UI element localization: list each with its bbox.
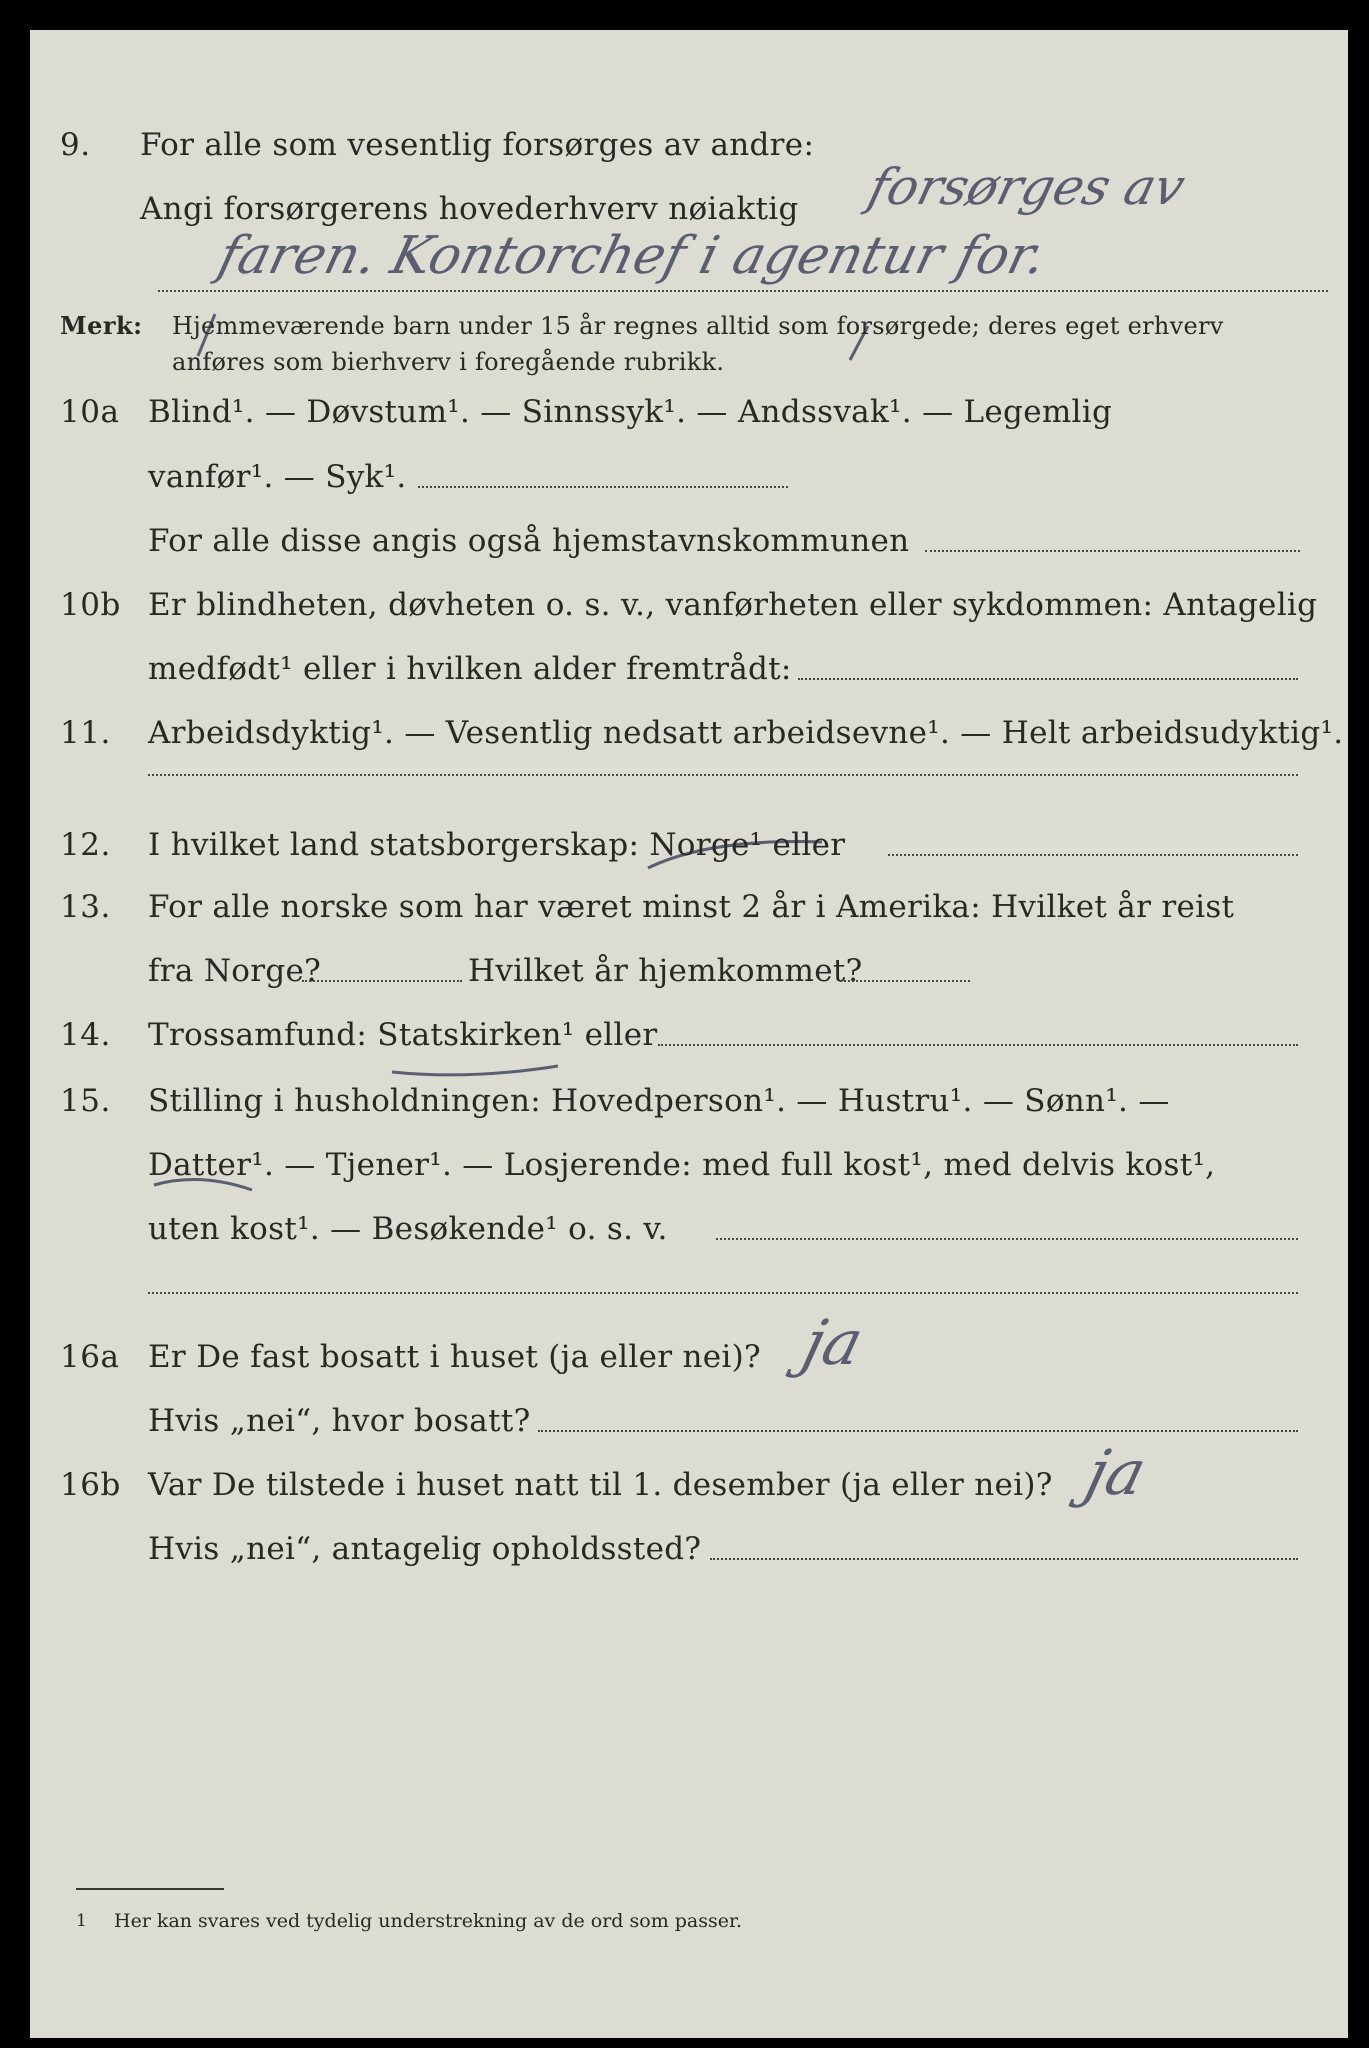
q10b-number: 10b xyxy=(60,587,121,623)
merk-label: Merk: xyxy=(60,311,143,340)
q12-answer-line xyxy=(888,854,1298,856)
q16a-followup: Hvis „nei“, hvor bosatt? xyxy=(148,1403,531,1439)
q16b-row-2 xyxy=(30,1524,1348,1574)
q13-number: 13. xyxy=(60,889,111,925)
footnote-text: Her kan svares ved tydelig understrekning av de ord som passer. xyxy=(114,1910,743,1932)
q16b-question: Var De tilstede i huset natt til 1. desember (ja eller nei)? xyxy=(148,1467,1053,1503)
q14-question: Trossamfund: Statskirken¹ eller xyxy=(148,1017,658,1053)
merk-row-2 xyxy=(30,338,1348,388)
q10a-home-municipality: For alle disse angis også hjemstavnskommunen xyxy=(148,523,910,559)
census-form-page xyxy=(30,30,1348,2038)
q16b-followup: Hvis „nei“, antagelig opholdssted? xyxy=(148,1531,702,1567)
q10a-options: Blind¹. — Døvstum¹. — Sinnssyk¹. — Andssvak¹. — Legemlig xyxy=(148,394,1113,430)
q14-number: 14. xyxy=(60,1017,111,1053)
q10a-row-2 xyxy=(30,452,1348,502)
underline-statskirken xyxy=(392,1066,558,1075)
footnote xyxy=(76,1906,743,1936)
q13-returned-line xyxy=(840,980,970,982)
q9-handwritten-answer-b: faren. Kontorchef i agentur for. xyxy=(212,226,1053,286)
q10b-row-2 xyxy=(30,644,1348,694)
q10a-row-3 xyxy=(30,516,1348,566)
q10a-municipality-line xyxy=(925,550,1300,552)
q10b-question-cont: medfødt¹ eller i hvilken alder fremtrådt: xyxy=(148,651,792,687)
q9-answer-line xyxy=(158,290,1328,292)
q10b-question: Er blindheten, døvheten o. s. v., vanførheten eller sykdommen: Antagelig xyxy=(148,587,1318,623)
q16b-handwritten-answer: ja xyxy=(1078,1436,1154,1509)
q10a-row-1 xyxy=(30,387,1348,437)
q13-left-norway: fra Norge? xyxy=(148,953,322,989)
q16a-question: Er De fast bosatt i huset (ja eller nei)? xyxy=(148,1339,761,1375)
q11-row-1 xyxy=(30,708,1348,758)
q16b-followup-line xyxy=(710,1558,1298,1560)
q13-left-line xyxy=(302,980,462,982)
q14-row-1 xyxy=(30,1010,1348,1060)
q10b-row-1 xyxy=(30,580,1348,630)
q12-row-1 xyxy=(30,820,1348,870)
q12-question: I hvilket land statsborgerskap: Norge¹ eller xyxy=(148,827,846,863)
q10a-answer-line xyxy=(418,486,788,488)
q16a-number: 16a xyxy=(60,1339,120,1375)
merk-note-line-1: Hjemmeværende barn under 15 år regnes alltid som forsørgede; deres eget erhverv xyxy=(172,312,1224,340)
merk-note-line-2: anføres som bierhverv i foregående rubrikk. xyxy=(172,348,725,376)
q15-number: 15. xyxy=(60,1083,111,1119)
q12-number: 12. xyxy=(60,827,111,863)
q13-row-2 xyxy=(30,946,1348,996)
q14-answer-line xyxy=(658,1044,1298,1046)
q11-answer-line xyxy=(148,774,1298,776)
footnote-rule xyxy=(76,1888,224,1890)
q15-answer-line xyxy=(716,1238,1298,1240)
q16a-handwritten-answer: ja xyxy=(795,1306,871,1379)
q10a-number: 10a xyxy=(60,394,120,430)
q15-options: Stilling i husholdningen: Hovedperson¹. — Hustru¹. — Sønn¹. — xyxy=(148,1083,1170,1119)
q16b-row-1 xyxy=(30,1460,1348,1510)
q9-question: For alle som vesentlig forsørges av andre: xyxy=(140,127,815,163)
q16a-row-1 xyxy=(30,1332,1348,1382)
q11-number: 11. xyxy=(60,715,111,751)
q9-number: 9. xyxy=(60,127,91,163)
q9-handwritten-answer-a: forsørges av xyxy=(862,158,1191,216)
q9-instruction: Angi forsørgerens hovederhverv nøiaktig xyxy=(140,191,799,227)
q15-row-2 xyxy=(30,1140,1348,1190)
q16b-number: 16b xyxy=(60,1467,121,1503)
q16a-followup-line xyxy=(538,1430,1298,1432)
q15-extra-line xyxy=(148,1292,1298,1294)
q13-row-1 xyxy=(30,882,1348,932)
q10a-options-cont: vanfør¹. — Syk¹. xyxy=(148,459,407,495)
q15-row-1 xyxy=(30,1076,1348,1126)
q15-row-3 xyxy=(30,1204,1348,1254)
q13-question: For alle norske som har været minst 2 år i Amerika: Hvilket år reist xyxy=(148,889,1235,925)
footnote-mark: 1 xyxy=(76,1911,87,1931)
q10b-answer-line xyxy=(798,678,1298,680)
q15-options-end: uten kost¹. — Besøkende¹ o. s. v. xyxy=(148,1211,668,1247)
q15-options-cont: Datter¹. — Tjener¹. — Losjerende: med full kost¹, med delvis kost¹, xyxy=(148,1147,1216,1183)
q11-options: Arbeidsdyktig¹. — Vesentlig nedsatt arbeidsevne¹. — Helt arbeidsudyktig¹. xyxy=(148,715,1344,751)
q13-returned: Hvilket år hjemkommet? xyxy=(468,953,863,989)
